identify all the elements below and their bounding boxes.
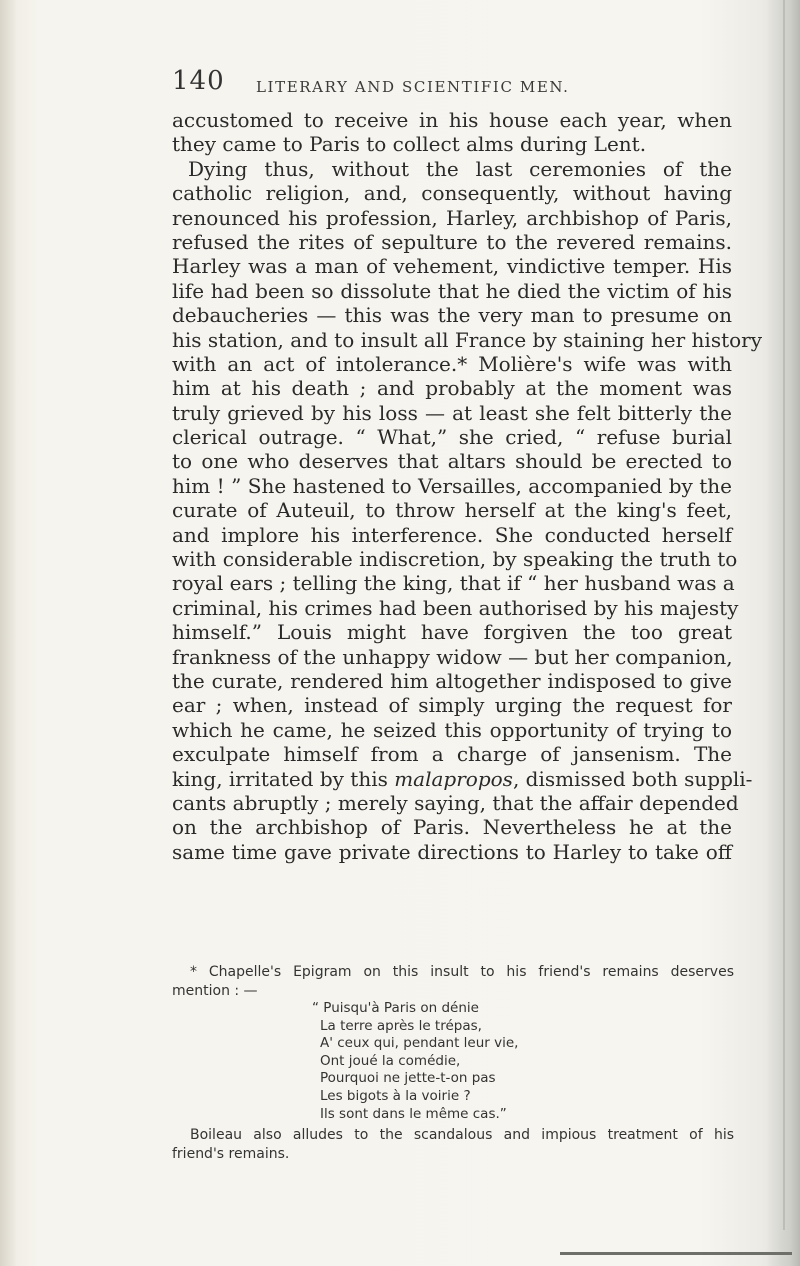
verse-line: Pourquoi ne jette-t-on pas: [320, 1070, 496, 1087]
body-line: debaucheries — this was the very man to presume on: [172, 303, 732, 328]
body-line: accustomed to receive in his house each year, when: [172, 108, 732, 132]
page-header: [172, 66, 732, 106]
body-line: him at his death ; and probably at the moment was: [172, 376, 732, 401]
body-line: to one who deserves that altars should be erected to: [172, 449, 732, 474]
body-line: Dying thus, without the last ceremonies of the: [188, 156, 732, 181]
footnote-outro-cont: friend's remains.: [172, 1145, 290, 1162]
verse-line: A' ceux qui, pendant leur vie,: [320, 1035, 519, 1052]
body-line: Harley was a man of vehement, vindictive temper. His: [172, 254, 732, 279]
body-line: exculpate himself from a charge of jansenism. The: [172, 742, 732, 767]
body-line: truly grieved by his loss — at least she felt bitterly the: [172, 400, 732, 425]
body-line: royal ears ; telling the king, that if “ her husband was a: [172, 571, 735, 596]
body-line: criminal, his crimes had been authorised by his majesty: [172, 595, 739, 620]
body-line: and implore his interference. She conducted herself: [172, 522, 732, 547]
body-line: same time gave private directions to Harley to take off: [172, 839, 732, 864]
body-text: [172, 108, 763, 864]
footnote-outro: Boileau also alludes to the scandalous and impious treatment of his: [190, 1127, 734, 1144]
body-line: cants abruptly ; merely saying, that the affair depended: [172, 790, 739, 815]
body-line: ear ; when, instead of simply urging the request for: [172, 693, 732, 718]
footnote-intro-cont: mention : —: [172, 982, 258, 999]
body-line: king, irritated by this malapropos, dismissed both suppli-: [172, 766, 753, 791]
epigram-verse: [172, 1000, 734, 1123]
page-gutter-shadow: [0, 0, 16, 1266]
body-line: with an act of intolerance.* Molière's wife was with: [172, 351, 732, 376]
running-title: LITERARY AND SCIENTIFIC MEN.: [256, 78, 570, 96]
body-line: life had been so dissolute that he died the victim of his: [172, 278, 732, 303]
body-line: his station, and to insult all France by staining her history: [172, 327, 763, 352]
body-line: him ! ” She hastened to Versailles, accompanied by the: [172, 473, 732, 498]
body-line: refused the rites of sepulture to the revered remains.: [172, 229, 732, 254]
body-line: they came to Paris to collect alms during Lent.: [172, 132, 647, 157]
body-line: the curate, rendered him altogether indisposed to give: [172, 668, 732, 693]
verse-line: “ Puisqu'à Paris on dénie: [312, 1000, 479, 1016]
footnote: [172, 963, 734, 1163]
body-line: clerical outrage. “ What,” she cried, “ refuse burial: [172, 425, 732, 450]
footnote-intro: * Chapelle's Epigram on this insult to his friend's remains deserves: [190, 964, 734, 980]
body-line: catholic religion, and, consequently, without having: [172, 181, 732, 206]
page-number: 140: [172, 66, 225, 96]
body-line: with considerable indiscretion, by speaking the truth to: [172, 547, 738, 572]
italic-term: malapropos: [394, 766, 513, 791]
body-line: himself.” Louis might have forgiven the too great: [172, 620, 732, 645]
verse-line: La terre après le trépas,: [320, 1017, 482, 1034]
body-line: on the archbishop of Paris. Nevertheless he at the: [172, 815, 732, 840]
body-line: renounced his profession, Harley, archbishop of Paris,: [172, 205, 732, 230]
bottom-edge-rule: [560, 1252, 792, 1255]
body-line: frankness of the unhappy widow — but her companion,: [172, 644, 733, 669]
page-edge-line: [783, 0, 785, 1230]
body-line: which he came, he seized this opportunity of trying to: [172, 717, 732, 742]
verse-line: Ils sont dans le même cas.”: [320, 1105, 507, 1122]
body-line: curate of Auteuil, to throw herself at the king's feet,: [172, 498, 732, 523]
verse-line: Ont joué la comédie,: [320, 1052, 461, 1069]
verse-line: Les bigots à la voirie ?: [320, 1087, 471, 1104]
